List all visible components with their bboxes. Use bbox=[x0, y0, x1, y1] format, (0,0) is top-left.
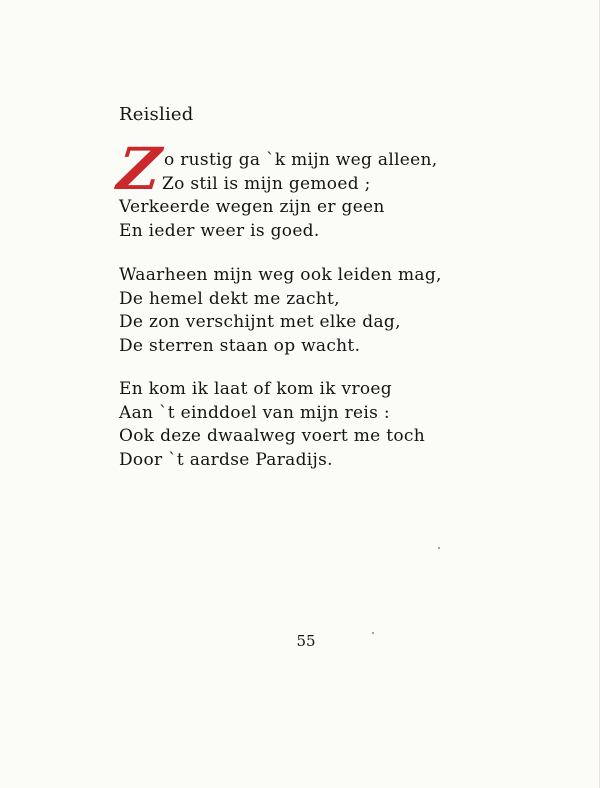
poem-line: Zo stil is mijn gemoed ; bbox=[162, 173, 371, 194]
poem-line: De zon verschijnt met elke dag, bbox=[119, 312, 401, 332]
poem-line: Aan `t einddoel van mijn reis : bbox=[119, 402, 390, 423]
poem-title: Reislied bbox=[119, 104, 194, 125]
paper-speck bbox=[438, 547, 440, 549]
paper-speck bbox=[372, 632, 374, 634]
poem-line: De hemel dekt me zacht, bbox=[119, 288, 340, 309]
poem-line: De sterren staan op wacht. bbox=[119, 335, 361, 356]
drop-cap: Z bbox=[114, 135, 164, 203]
poem-line: Verkeerde wegen zijn er geen bbox=[119, 197, 385, 217]
stanza-2 bbox=[119, 264, 449, 358]
page-number: 55 bbox=[296, 632, 316, 650]
poem-line: Ook deze dwaalweg voert me toch bbox=[119, 426, 425, 446]
poem-line: En kom ik laat of kom ik vroeg bbox=[119, 379, 392, 399]
stanza-1 bbox=[119, 149, 449, 243]
poem-line: Door `t aardse Paradijs. bbox=[119, 449, 333, 470]
stanza-3 bbox=[119, 378, 449, 472]
poem-line: En ieder weer is goed. bbox=[119, 220, 320, 241]
poem-line: Waarheen mijn weg ook leiden mag, bbox=[119, 265, 442, 285]
poem-line: o rustig ga `k mijn weg alleen, bbox=[164, 150, 438, 170]
